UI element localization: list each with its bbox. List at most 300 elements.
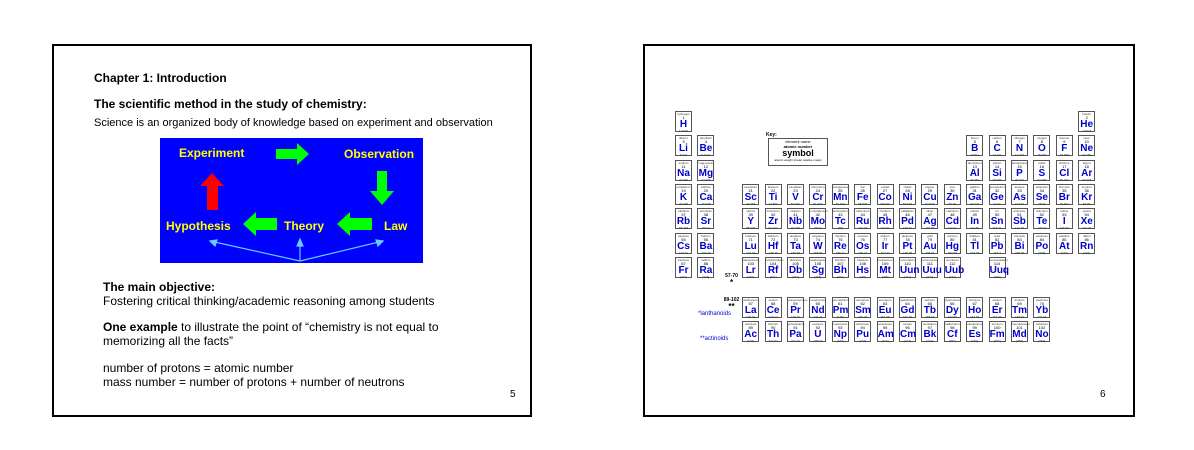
element-am xyxy=(877,321,894,342)
element-symbol: Co xyxy=(878,191,892,203)
atomic-number: 73 xyxy=(793,236,798,242)
element-name: thallium xyxy=(969,233,980,238)
element-name: yttrium xyxy=(746,209,756,214)
atomic-number: 14 xyxy=(994,163,1000,169)
element-ce xyxy=(765,297,782,318)
atomic-number: 58 xyxy=(770,301,776,306)
element-symbol: Sg xyxy=(811,264,825,276)
element-name: erbium xyxy=(992,298,1002,302)
element-symbol: Sb xyxy=(1013,216,1026,228)
atomic-weight: [266] xyxy=(814,274,822,279)
element-name: ytterbium xyxy=(1035,298,1049,302)
element-name: hafnium xyxy=(767,233,779,238)
element-name: nickel xyxy=(903,184,912,189)
atomic-number: 97 xyxy=(927,325,933,330)
element-pt xyxy=(899,233,916,254)
element-symbol: Pu xyxy=(856,329,870,340)
atomic-number: 63 xyxy=(882,301,888,306)
element-mo xyxy=(809,208,826,229)
element-name: beryllium xyxy=(699,136,712,141)
atomic-number: 109 xyxy=(881,260,889,266)
atomic-weight: 47.867 xyxy=(768,201,778,206)
element-name: praseodymium xyxy=(788,298,808,302)
arrow-observation-to-law xyxy=(370,171,394,205)
element-name: promethium xyxy=(832,298,849,302)
element-tm xyxy=(1011,297,1028,318)
element-name: ruthenium xyxy=(856,209,870,214)
atomic-number: 55 xyxy=(681,236,686,242)
element-np xyxy=(832,321,849,342)
atomic-number: 110 xyxy=(904,260,911,266)
element-symbol: Nb xyxy=(788,216,803,228)
atomic-weight: 102.91 xyxy=(880,226,890,231)
atomic-weight: 10.811 xyxy=(970,153,980,158)
atomic-number: 92 xyxy=(815,325,821,330)
element-fr xyxy=(675,257,692,278)
element-name: californium xyxy=(945,322,960,326)
atomic-weight: 190.23 xyxy=(858,250,868,255)
atomic-number: 90 xyxy=(770,325,776,330)
atomic-number: 82 xyxy=(994,236,1000,242)
element-name: lawrencium xyxy=(743,257,759,262)
element-symbol: Pb xyxy=(990,240,1004,252)
element-symbol: Ra xyxy=(699,264,713,276)
element-se xyxy=(1033,184,1050,205)
atomic-weight: 18.998 xyxy=(1059,153,1069,158)
atomic-weight: 126.90 xyxy=(1059,226,1069,231)
element-name: samarium xyxy=(856,298,870,302)
atomic-weight: [259] xyxy=(1038,339,1046,343)
element-pu xyxy=(854,321,871,342)
atomic-weight: 26.982 xyxy=(970,177,980,182)
element-ta xyxy=(787,233,804,254)
element-name: antimony xyxy=(1013,209,1026,214)
element-name: ununnilium xyxy=(900,257,915,262)
element-rf xyxy=(765,257,782,278)
atomic-weight: 78.96 xyxy=(1038,201,1046,206)
element-name: caesium xyxy=(677,233,690,238)
atomic-number: 112 xyxy=(949,260,956,266)
element-symbol: Np xyxy=(833,329,847,340)
atomic-number: 50 xyxy=(994,212,1000,218)
atomic-number: 108 xyxy=(859,260,867,266)
element-name: boron xyxy=(970,136,979,141)
element-name: vanadium xyxy=(788,184,802,189)
element-c xyxy=(989,135,1006,156)
element-name: sodium xyxy=(678,160,689,165)
element-symbol: Ge xyxy=(990,191,1004,203)
scientific-method-diagram xyxy=(160,138,423,263)
element-symbol: Sr xyxy=(700,216,712,228)
atomic-number: 38 xyxy=(703,212,709,218)
element-symbol: Pr xyxy=(790,305,801,316)
element-name: rhodium xyxy=(879,209,891,214)
element-mg xyxy=(697,160,714,181)
atomic-weight: 9.0122 xyxy=(701,153,711,158)
atomic-number: 69 xyxy=(1017,301,1022,306)
atomic-number: 93 xyxy=(838,325,843,330)
element-ra xyxy=(697,257,714,278)
element-symbol: Cm xyxy=(900,329,917,340)
element-name: krypton xyxy=(1081,184,1092,189)
element-symbol: Pa xyxy=(789,329,802,340)
element-ni xyxy=(899,184,916,205)
element-symbol: Ru xyxy=(856,216,870,228)
atomic-number: 43 xyxy=(838,212,843,218)
atomic-weight: 137.33 xyxy=(701,250,711,255)
element-symbol: K xyxy=(679,191,688,203)
element-symbol: Zr xyxy=(768,216,779,228)
atomic-weight: 72.61 xyxy=(993,201,1001,206)
atomic-weight: 157.25 xyxy=(902,315,913,319)
atomic-weight: [272] xyxy=(926,274,934,279)
label-theory: Theory xyxy=(284,219,325,233)
element-sc xyxy=(742,184,759,205)
atomic-number: 65 xyxy=(927,301,933,306)
atomic-number: 37 xyxy=(681,212,686,218)
element-al xyxy=(966,160,983,181)
element-re xyxy=(832,233,849,254)
atomic-number: 26 xyxy=(860,187,865,193)
element-mn xyxy=(832,184,849,205)
atomic-weight: 164.93 xyxy=(970,315,980,319)
atomic-weight: [243] xyxy=(881,339,889,343)
atomic-weight: 162.50 xyxy=(947,315,957,319)
atomic-weight: 69.723 xyxy=(970,201,980,206)
element-sn xyxy=(989,208,1006,229)
atomic-weight: 112.41 xyxy=(947,226,957,231)
element-md xyxy=(1011,321,1028,342)
atomic-weight: 167.26 xyxy=(992,315,1002,319)
atomic-weight: [247] xyxy=(926,339,934,343)
element-symbol: Re xyxy=(833,240,847,252)
atomic-weight: 195.08 xyxy=(902,250,913,255)
example-line-1 xyxy=(103,320,439,335)
element-o xyxy=(1033,135,1050,156)
element-symbol: Bi xyxy=(1014,240,1025,252)
atomic-weight: [226] xyxy=(702,274,710,279)
element-name: rubidium xyxy=(677,209,690,214)
element-symbol: Gd xyxy=(900,305,915,316)
ref-actinoid-mark: ** xyxy=(728,302,735,311)
atomic-weight: 186.21 xyxy=(835,250,845,255)
atomic-number: 2 xyxy=(1085,115,1088,120)
element-name: lanthanum xyxy=(743,298,758,302)
atomic-number: 34 xyxy=(1039,187,1045,193)
atomic-number: 33 xyxy=(1017,187,1022,193)
page-number: 6 xyxy=(1100,389,1106,400)
element-symbol: Cs xyxy=(677,240,690,252)
element-name: helium xyxy=(1082,112,1092,116)
ref-lanthanoid-mark: * xyxy=(729,278,734,287)
atomic-number: 20 xyxy=(703,187,709,193)
element-symbol: Sn xyxy=(990,216,1004,228)
element-name: barium xyxy=(701,233,711,238)
atomic-number: 25 xyxy=(838,187,843,193)
element-fm xyxy=(989,321,1006,342)
element-name: germanium xyxy=(989,184,1005,189)
element-symbol: O xyxy=(1038,143,1046,155)
atomic-weight: 14.007 xyxy=(1014,153,1025,158)
element-symbol: Mg xyxy=(698,167,714,179)
element-symbol: Dy xyxy=(945,305,959,316)
element-name: tungsten xyxy=(812,233,824,238)
atomic-weight: 63.546 xyxy=(925,201,935,206)
element-name: arsenic xyxy=(1014,184,1025,189)
element-name: neodymium xyxy=(810,298,826,302)
element-ba xyxy=(697,233,714,254)
atomic-number: 100 xyxy=(993,325,1001,330)
element-name: copper xyxy=(925,184,935,189)
element-name: americium xyxy=(878,322,893,326)
element-ac xyxy=(742,321,759,342)
element-symbol: Pt xyxy=(902,240,913,252)
element-name: rhenium xyxy=(834,233,846,238)
atomic-weight: 118.71 xyxy=(992,226,1002,231)
element-name: potassium xyxy=(676,184,691,189)
element-ir xyxy=(877,233,894,254)
element-k xyxy=(675,184,692,205)
element-name: bromine xyxy=(1058,184,1070,189)
example-line-2: memorizing all the facts” xyxy=(103,334,234,348)
element-name: phosphorus xyxy=(1012,160,1028,165)
atomic-weight: 101.07 xyxy=(858,226,868,231)
element-xe xyxy=(1078,208,1095,229)
element-n xyxy=(1011,135,1028,156)
element-nd xyxy=(809,297,826,318)
key-weight: atomic weight (mean relative mass) xyxy=(774,158,822,162)
element-symbol: S xyxy=(1038,167,1046,179)
element-pm xyxy=(832,297,849,318)
element-cd xyxy=(944,208,961,229)
atomic-number: 99 xyxy=(972,325,977,330)
atomic-number: 53 xyxy=(1062,212,1067,218)
element-symbol: Y xyxy=(747,216,755,228)
element-ru xyxy=(854,208,871,229)
element-name: astatine xyxy=(1059,233,1070,238)
atomic-weight: 88.906 xyxy=(746,226,756,231)
atomic-weight: 232.04 xyxy=(768,339,778,343)
element-symbol: Er xyxy=(991,305,1003,316)
atomic-number: 47 xyxy=(927,212,933,218)
element-name: neon xyxy=(1083,136,1091,141)
page-number: 5 xyxy=(510,389,516,400)
atomic-weight: 22.990 xyxy=(678,177,689,182)
atomic-weight: 55.845 xyxy=(858,201,868,206)
atomic-weight: 192.22 xyxy=(880,250,890,255)
atomic-number: 96 xyxy=(905,325,910,330)
element-name: rutherfordium xyxy=(765,257,784,262)
element-name: bismuth xyxy=(1014,233,1025,238)
atomic-number: 74 xyxy=(815,236,821,242)
element-symbol: As xyxy=(1013,191,1026,203)
element-symbol: Al xyxy=(969,167,980,179)
atomic-number: 60 xyxy=(815,301,821,306)
atomic-weight: 95.94 xyxy=(814,226,822,231)
element-uub xyxy=(944,257,965,279)
atomic-number: 86 xyxy=(1084,236,1089,242)
atomic-number: 78 xyxy=(905,236,910,242)
element-name: ununbium xyxy=(945,257,959,262)
element-name: platinum xyxy=(901,233,914,238)
element-gd xyxy=(899,297,916,318)
atomic-number: 64 xyxy=(905,301,910,306)
atomic-weight: 39.098 xyxy=(678,201,689,206)
atomic-number: 5 xyxy=(973,139,976,145)
atomic-weight: [227] xyxy=(747,339,755,343)
atomic-weight: 12.011 xyxy=(992,153,1002,158)
atomic-weight: [252] xyxy=(971,339,979,343)
atomic-number: 46 xyxy=(905,212,910,218)
atomic-weight: 180.95 xyxy=(790,250,801,255)
element-symbol: Ar xyxy=(1081,167,1093,179)
atomic-number: 89 xyxy=(748,325,753,330)
objective-text: Fostering critical thinking/academic reasoning among students xyxy=(103,294,435,308)
element-name: zirconium xyxy=(766,209,780,214)
element-name: selenium xyxy=(1035,184,1048,189)
atomic-weight: 30.974 xyxy=(1014,177,1025,182)
atomic-number: 18 xyxy=(1084,163,1089,169)
element-hs xyxy=(854,257,871,278)
element-name: chromium xyxy=(811,184,825,189)
element-er xyxy=(989,297,1006,318)
atomic-weight: [209] xyxy=(1038,250,1046,255)
element-name: meitnerium xyxy=(877,257,893,262)
element-name: chlorine xyxy=(1059,160,1070,165)
element-symbol: Nd xyxy=(811,305,825,316)
element-name: tantalum xyxy=(789,233,802,238)
section-heading: The scientific method in the study of chemistry: xyxy=(94,97,367,111)
atomic-number: 36 xyxy=(1084,187,1089,193)
element-name: hassium xyxy=(857,257,869,262)
element-eu xyxy=(877,297,894,318)
atomic-number: 75 xyxy=(838,236,843,242)
element-symbol: Cu xyxy=(923,191,937,203)
element-tl xyxy=(966,233,983,254)
atomic-number: 16 xyxy=(1039,163,1045,169)
element-pa xyxy=(787,321,804,342)
element-name: lutetium xyxy=(745,233,756,238)
atomic-number: 45 xyxy=(882,212,888,218)
element-name: technetium xyxy=(832,209,848,214)
element-name: manganese xyxy=(832,184,849,189)
element-p xyxy=(1011,160,1028,181)
atomic-weight: 208.98 xyxy=(1014,250,1025,255)
atomic-weight: 92.906 xyxy=(790,226,801,231)
atomic-number: 24 xyxy=(815,187,821,193)
atomic-number: 31 xyxy=(972,187,977,193)
element-symbol: Uub xyxy=(944,264,965,276)
element-name: iridium xyxy=(880,233,890,238)
periodic-table xyxy=(645,46,1133,415)
element-symbol: Si xyxy=(992,167,1002,179)
element-name: mercury xyxy=(946,233,958,238)
element-te xyxy=(1033,208,1050,229)
element-name: gadolinium xyxy=(900,298,915,302)
element-symbol: C xyxy=(993,143,1001,155)
element-symbol: Ac xyxy=(744,329,758,340)
element-name: nobelium xyxy=(1035,322,1048,326)
formula-1: number of protons = atomic number xyxy=(103,361,294,375)
arrow-hypothesis-to-experiment xyxy=(200,173,224,210)
element-zr xyxy=(765,208,782,229)
element-name: strontium xyxy=(699,209,713,214)
atomic-weight: 85.468 xyxy=(678,226,689,231)
element-kr xyxy=(1078,184,1095,205)
atomic-number: 68 xyxy=(994,301,1000,306)
atomic-weight: 58.933 xyxy=(880,201,890,206)
element-symbol: He xyxy=(1080,119,1094,130)
atomic-number: 13 xyxy=(972,163,977,169)
element-bh xyxy=(832,257,849,278)
element-uuq xyxy=(989,257,1010,279)
element-ar xyxy=(1078,160,1095,181)
atomic-weight: 107.87 xyxy=(925,226,935,231)
element-name: polonium xyxy=(1035,233,1048,238)
atomic-weight: 207.2 xyxy=(993,250,1001,255)
element-b xyxy=(966,135,983,156)
atomic-weight: 231.04 xyxy=(790,339,801,343)
element-symbol: Uuq xyxy=(989,264,1010,276)
atomic-number: 6 xyxy=(995,139,999,145)
element-symbol: Uun xyxy=(900,264,920,276)
element-name: lithium xyxy=(679,136,688,141)
element-symbol: P xyxy=(1016,167,1023,179)
atomic-number: 40 xyxy=(770,212,776,218)
element-name: silver xyxy=(926,209,934,214)
atomic-number: 71 xyxy=(748,236,753,242)
atomic-number: 22 xyxy=(770,187,776,193)
element-symbol: Hg xyxy=(945,240,959,252)
atomic-number: 42 xyxy=(815,212,821,218)
element-rh xyxy=(877,208,894,229)
atomic-number: 104 xyxy=(769,260,777,266)
element-symbol: Th xyxy=(766,329,780,340)
element-name: gold xyxy=(927,233,933,238)
atomic-number: 103 xyxy=(747,260,755,266)
element-name: zinc xyxy=(949,184,955,189)
element-zn xyxy=(944,184,961,205)
atomic-number: 59 xyxy=(793,301,798,306)
atomic-weight: [262] xyxy=(792,274,799,279)
element-symbol: Es xyxy=(968,329,981,340)
atomic-number: 52 xyxy=(1039,212,1045,218)
element-as xyxy=(1011,184,1028,205)
element-name: argon xyxy=(1082,160,1091,165)
atomic-number: 51 xyxy=(1017,212,1022,218)
element-name: fluorine xyxy=(1059,136,1070,141)
atomic-weight: 51.996 xyxy=(813,201,823,206)
atomic-weight: 140.91 xyxy=(790,315,801,319)
atomic-weight: [223] xyxy=(680,274,687,279)
lanthanoids-label: *lanthanoids xyxy=(698,311,732,317)
element-symbol: Md xyxy=(1012,329,1027,340)
atomic-number: 49 xyxy=(972,212,977,218)
element-name: francium xyxy=(677,257,690,262)
element-name: dubnium xyxy=(789,257,802,262)
atomic-number: 98 xyxy=(950,325,955,330)
atomic-number: 91 xyxy=(793,325,798,330)
atomic-weight: 140.12 xyxy=(768,315,778,319)
atomic-number: 32 xyxy=(994,187,1000,193)
chapter-title: Chapter 1: Introduction xyxy=(94,71,227,85)
atomic-weight: 150.36 xyxy=(858,315,868,319)
atomic-weight: [258] xyxy=(1016,339,1023,343)
atomic-weight: 6.941 xyxy=(679,153,688,158)
atomic-weight: 196.97 xyxy=(925,250,935,255)
atomic-weight: 87.62 xyxy=(702,226,710,231)
element-symbol: Bh xyxy=(833,264,847,276)
